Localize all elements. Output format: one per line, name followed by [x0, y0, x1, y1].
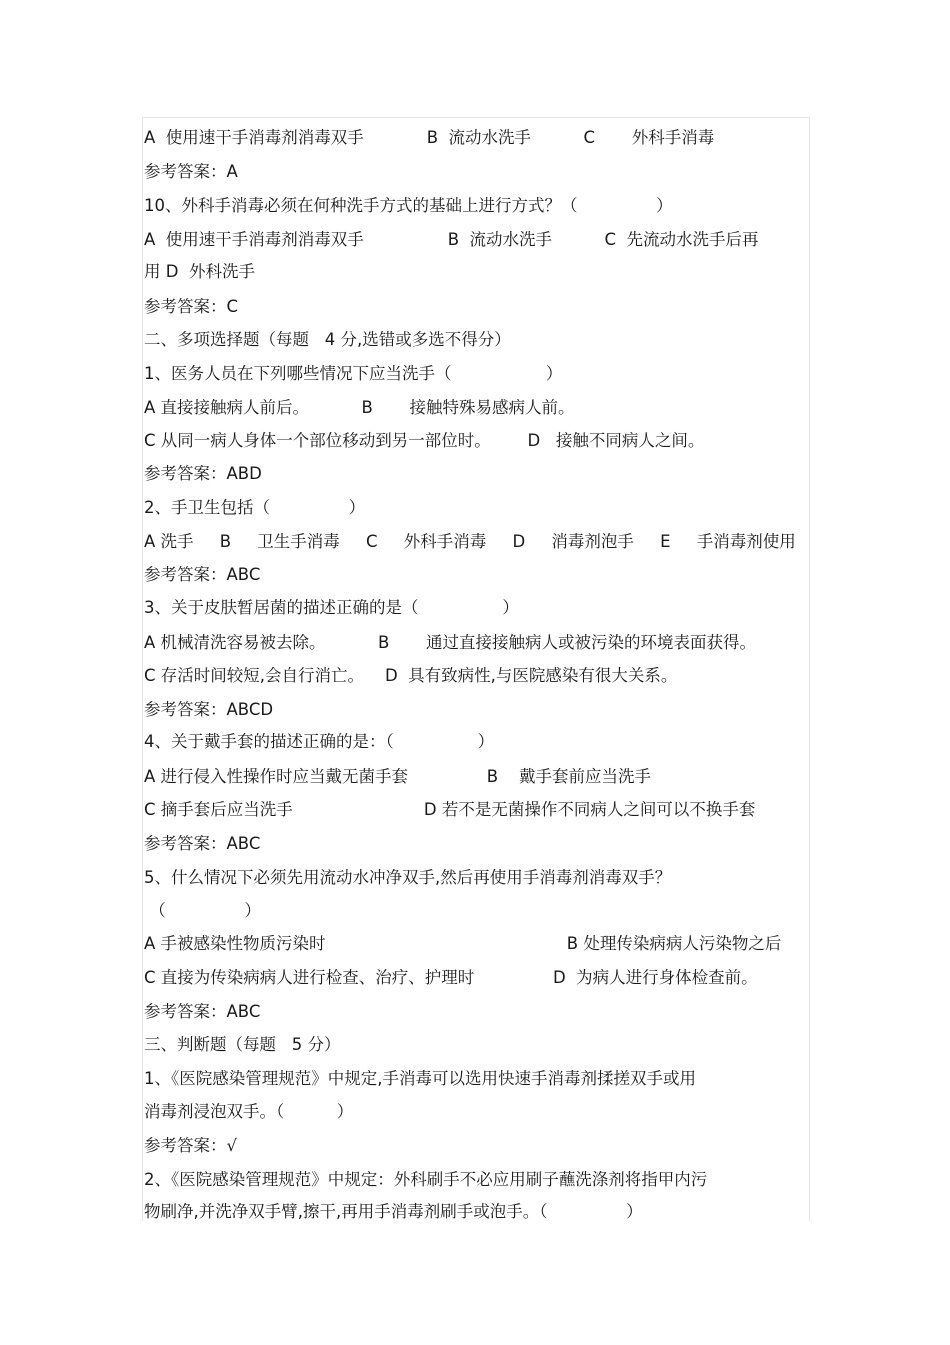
mc2-question: 2、手卫生包括（ ） [144, 498, 366, 517]
q10-question: 10、外科手消毒必须在何种洗手方式的基础上进行方式？（ ） [144, 196, 673, 215]
mc2-answer: 参考答案：ABC [144, 565, 261, 584]
q10-answer: 参考答案：C [144, 297, 239, 316]
mc1-answer: 参考答案：ABD [144, 464, 262, 483]
mc3-options-ab: A 机械清洗容易被去除。 B 通过直接接触病人或被污染的环境表面获得。 [144, 633, 757, 652]
q9-answer: 参考答案：A [144, 162, 238, 181]
q10-options: A 使用速干手消毒剂消毒双手 B 流动水洗手 C 先流动水洗手后再 [144, 230, 759, 249]
mc5-options-ab: A 手被感染性物质污染时 B 处理传染病病人污染物之后 [144, 934, 782, 953]
mc3-answer: 参考答案：ABCD [144, 700, 274, 719]
mc1-question: 1、医务人员在下列哪些情况下应当洗手（ ） [144, 364, 563, 383]
q9-options: A 使用速干手消毒剂消毒双手 B 流动水洗手 C 外科手消毒 [144, 128, 715, 147]
mc5-answer: 参考答案：ABC [144, 1002, 261, 1021]
tf2-question-cont: 物刷净,并洗净双手臂,擦干,再用手消毒剂刷手或泡手。（ ） [144, 1202, 643, 1221]
mc3-question: 3、关于皮肤暂居菌的描述正确的是（ ） [144, 598, 519, 617]
mc1-options-ab: A 直接接触病人前后。 B 接触特殊易感病人前。 [144, 398, 575, 417]
section-2-heading: 二、多项选择题（每题 4 分,选错或多选不得分） [144, 330, 511, 349]
mc4-question: 4、关于戴手套的描述正确的是：（ ） [144, 732, 495, 751]
mc3-options-cd: C 存活时间较短,会自行消亡。 D 具有致病性,与医院感染有很大关系。 [144, 666, 678, 685]
mc4-answer: 参考答案：ABC [144, 834, 261, 853]
section-3-heading: 三、判断题（每题 5 分） [144, 1035, 341, 1054]
mc5-options-cd: C 直接为传染病病人进行检查、治疗、护理时 D 为病人进行身体检查前。 [144, 968, 758, 987]
mc5-blank: （ ） [144, 901, 261, 920]
mc4-options-cd: C 摘手套后应当洗手 D 若不是无菌操作不同病人之间可以不换手套 [144, 800, 756, 819]
tf1-question: 1、《医院感染管理规范》中规定,手消毒可以选用快速手消毒剂揉搓双手或用 [144, 1069, 696, 1088]
tf2-question: 2、《医院感染管理规范》中规定：外科刷手不必应用刷子蘸洗涤剂将指甲内污 [144, 1170, 708, 1189]
mc4-options-ab: A 进行侵入性操作时应当戴无菌手套 B 戴手套前应当洗手 [144, 767, 652, 786]
mc2-options: A 洗手 B 卫生手消毒 C 外科手消毒 D 消毒剂泡手 E 手消毒剂使用 [144, 532, 796, 551]
mc1-options-cd: C 从同一病人身体一个部位移动到另一部位时。 D 接触不同病人之间。 [144, 431, 705, 450]
tf1-answer: 参考答案：√ [144, 1136, 238, 1155]
q10-options-cont: 用 D 外科洗手 [144, 262, 255, 281]
tf1-question-cont: 消毒剂浸泡双手。（ ） [144, 1102, 354, 1121]
mc5-question: 5、什么情况下必须先用流动水冲净双手,然后再使用手消毒剂消毒双手？ [144, 868, 672, 887]
